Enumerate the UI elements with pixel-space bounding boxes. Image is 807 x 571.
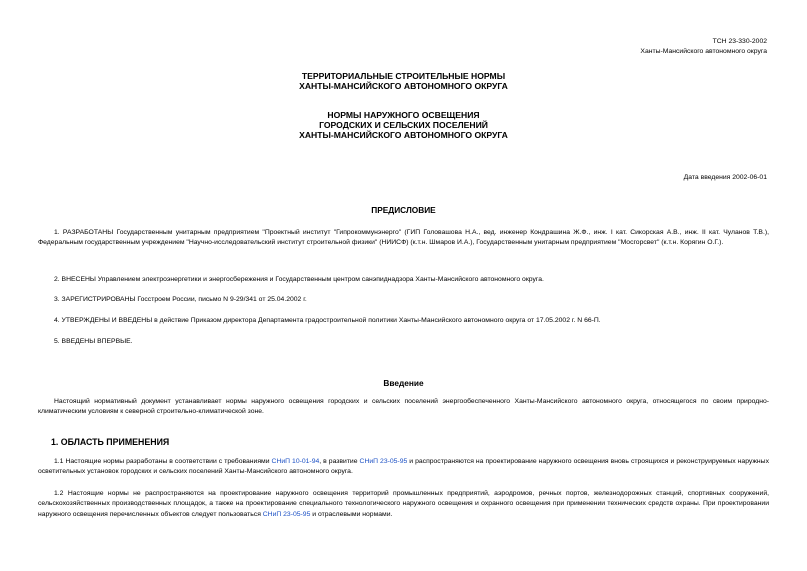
document-title-line2: ГОРОДСКИХ И СЕЛЬСКИХ ПОСЕЛЕНИЙ (319, 120, 488, 130)
clause-1-1: 1.1 Настоящие нормы разработаны в соответствии с требованиями СНиП 10-01-94, в развитие СНиП 23-05-95 и распространяются на проектирование наружного освещения вновь строящихся и реконструируемых наружных осветительных установок городских и сельских поселений Ханты-Мансийского автономного округа. (38, 458, 769, 476)
snip-23-05-95-link[interactable]: СНиП 23-05-95 (359, 458, 408, 465)
preface-item: 5. ВВЕДЕНЫ ВПЕРВЫЕ. (54, 338, 133, 345)
preface-heading: ПРЕДИСЛОВИЕ (371, 205, 436, 215)
document-title-line1: НОРМЫ НАРУЖНОГО ОСВЕЩЕНИЯ (327, 110, 480, 120)
preface-item: 1. РАЗРАБОТАНЫ Государственным унитарным предприятием "Проектный институт "Гипрокоммунэнерго" (ГИП Головашова Н.А., вед. инженер Кондрашина Ж.Ф., инж. I кат. Сикорская А.В., инж. II кат. Чуланов Т.В.), Федеральным государственным учреждением "Научно-исследовательский институт строительной физики" (НИИСФ) (к.т.н. Шмаров И.А.), Государственным унитарным предприятием "Мосгорсвет" (к.т.н. Корягин О.Г.). (38, 229, 769, 247)
document-code: ТСН 23-330-2002 (712, 38, 767, 45)
preface-item: 3. ЗАРЕГИСТРИРОВАНЫ Госстроем России, письмо N 9-29/341 от 25.04.2002 г. (54, 296, 307, 303)
clause-1-2: 1.2 Настоящие нормы не распространяются на проектирование наружного освещения территорий промышленных предприятий, аэродромов, речных портов, железнодорожных станций, спортивных сооружений, сельскохозяйственных производственных площадок, а также на проектирование специального технологического наружного освещения и охранного освещения при применении технических средств охраны. При проектировании наружного освещения перечисленных объектов следует пользоваться СНиП 23-05-95 и отраслевыми нормами. (38, 490, 769, 518)
effective-date: Дата введения 2002-06-01 (683, 174, 767, 181)
document-region: Ханты-Мансийского автономного округа (640, 48, 767, 55)
document-title-line3: ХАНТЫ-МАНСИЙСКОГО АВТОНОМНОГО ОКРУГА (299, 130, 508, 140)
main-title (0, 71, 807, 91)
introduction-text: Настоящий нормативный документ устанавливает нормы наружного освещения городских и сельских поселений энергообеспеченного Ханты-Мансийского автономного округа, относящегося по своим природно-климатическим условиям к северной строительно-климатической зоне. (38, 398, 769, 416)
section-heading: 1. ОБЛАСТЬ ПРИМЕНЕНИЯ (51, 437, 170, 447)
main-title-line1: ТЕРРИТОРИАЛЬНЫЕ СТРОИТЕЛЬНЫЕ НОРМЫ (301, 71, 506, 81)
preface-item: 2. ВНЕСЕНЫ Управлением электроэнергетики и энергосбережения и Государственным центром санэпиднадзора Ханты-Мансийского автономного округа. (54, 276, 544, 283)
snip-23-05-95-link[interactable]: СНиП 23-05-95 (262, 510, 311, 518)
main-title-line2: ХАНТЫ-МАНСИЙСКОГО АВТОНОМНОГО ОКРУГА (299, 81, 508, 91)
snip-10-01-94-link[interactable]: СНиП 10-01-94 (271, 458, 320, 465)
document-code-block (640, 37, 767, 57)
preface-item: 4. УТВЕРЖДЕНЫ И ВВЕДЕНЫ в действие Приказом директора Департамента градостроительной политики Ханты-Мансийского автономного округа от 17.05.2002 г. N 66-П. (54, 317, 601, 324)
introduction-heading: Введение (383, 378, 424, 388)
document-title (0, 110, 807, 140)
